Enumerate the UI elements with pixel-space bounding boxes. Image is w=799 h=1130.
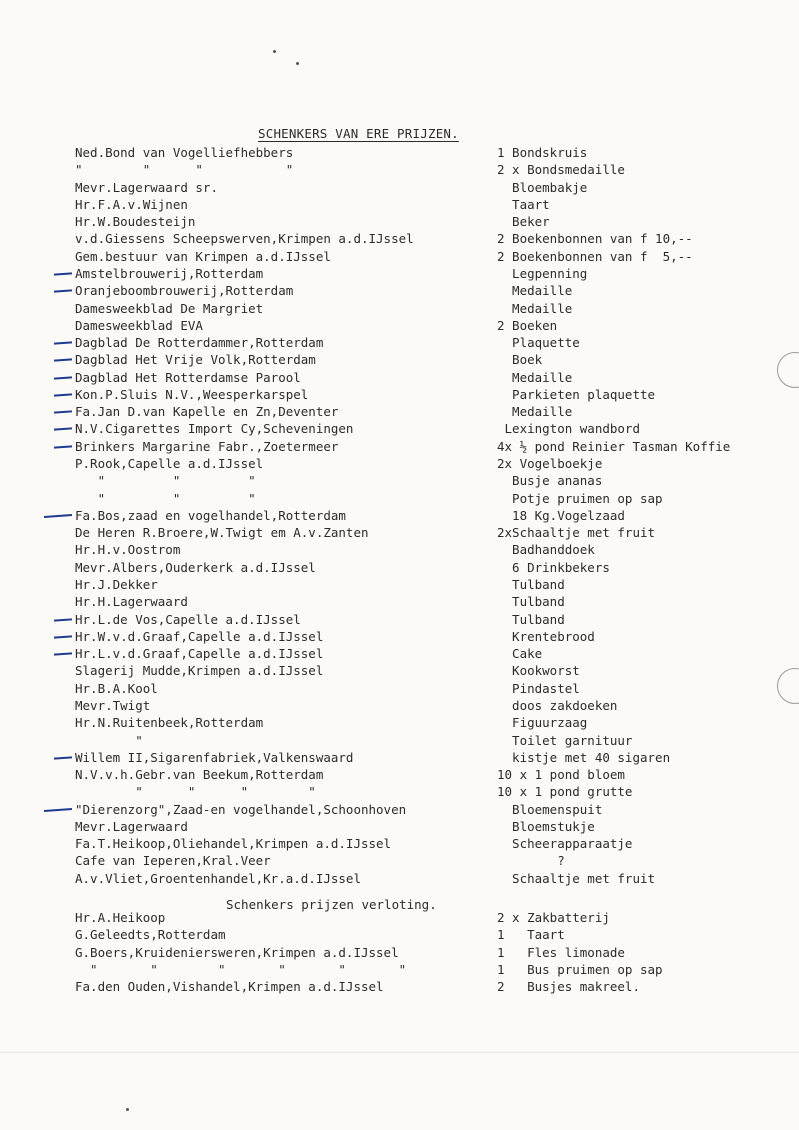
- donor-name: Oranjeboombrouwerij,Rotterdam: [75, 283, 294, 299]
- prize-description: Scheerapparaatje: [497, 836, 633, 852]
- donor-name: G.Geleedts,Rotterdam: [75, 927, 226, 943]
- prize-description: Cake: [497, 646, 543, 662]
- prize-description: 2xSchaaltje met fruit: [497, 525, 656, 541]
- pen-check-mark: [54, 411, 72, 414]
- prize-description: 18 Kg.Vogelzaad: [497, 507, 625, 523]
- prize-description: Beker: [497, 214, 550, 230]
- donor-name: Fa.T.Heikoop,Oliehandel,Krimpen a.d.IJssel: [75, 836, 392, 852]
- prize-description: 2 Boekenbonnen van f 5,--: [497, 248, 693, 264]
- prize-description: ?: [497, 853, 565, 869]
- prize-description: Badhanddoek: [497, 542, 595, 558]
- prize-description: 6 Drinkbekers: [497, 559, 610, 575]
- prize-description: 2 Boeken: [497, 317, 558, 333]
- list-item: [0, 144, 799, 161]
- list-item: [0, 507, 799, 524]
- donor-name: Willem II,Sigarenfabriek,Valkenswaard: [75, 749, 354, 765]
- donor-name: v.d.Giessens Scheepswerven,Krimpen a.d.IJssel: [75, 231, 414, 247]
- page-title: SCHENKERS VAN ERE PRIJZEN.: [258, 126, 459, 141]
- donor-name: Hr.A.Heikoop: [75, 910, 166, 925]
- list-item: [0, 732, 799, 749]
- list-item: [0, 196, 799, 213]
- donor-name: P.Rook,Capelle a.d.IJssel: [75, 456, 264, 472]
- donor-name: N.V.Cigarettes Import Cy,Scheveningen: [75, 421, 354, 437]
- prize-description: Figuurzaag: [497, 715, 588, 731]
- list-item: [0, 179, 799, 196]
- list-item: [0, 749, 799, 766]
- donor-name: Hr.W.Boudesteijn: [75, 214, 196, 230]
- pen-check-mark: [54, 393, 72, 396]
- list-item: [0, 611, 799, 628]
- list-item: [0, 978, 799, 995]
- donor-name: Dagblad De Rotterdammer,Rotterdam: [75, 335, 324, 351]
- pen-check-mark: [54, 376, 72, 379]
- list-item: [0, 490, 799, 507]
- list-item: [0, 248, 799, 265]
- prize-description: Medaille: [497, 283, 573, 299]
- list-item: [0, 576, 799, 593]
- pen-check-mark: [54, 652, 72, 655]
- prize-description: 2 Boekenbonnen van f 10,--: [497, 231, 693, 247]
- donor-name: Mevr.Lagerwaard: [75, 818, 188, 834]
- donor-name: Hr.F.A.v.Wijnen: [75, 196, 188, 212]
- donor-name: Hr.L.v.d.Graaf,Capelle a.d.IJssel: [75, 646, 324, 662]
- prize-description: 2 Busjes makreel.: [497, 979, 640, 995]
- list-item: [0, 766, 799, 783]
- prize-description: Medaille: [497, 404, 573, 420]
- donor-name: Mevr.Albers,Ouderkerk a.d.IJssel: [75, 559, 316, 575]
- list-item: [0, 697, 799, 714]
- list-item: [0, 230, 799, 247]
- prize-description: 1 Fles limonade: [497, 944, 625, 960]
- prize-description: doos zakdoeken: [497, 697, 618, 713]
- donor-name: Fa.Jan D.van Kapelle en Zn,Deventer: [75, 404, 339, 420]
- pen-check-mark: [44, 514, 72, 518]
- prize-description: Legpenning: [497, 265, 588, 281]
- donor-name: Fa.Bos,zaad en vogelhandel,Rotterdam: [75, 507, 346, 523]
- donor-name: A.v.Vliet,Groentenhandel,Kr.a.d.IJssel: [75, 870, 361, 886]
- donor-name: "Dierenzorg",Zaad-en vogelhandel,Schoonhoven: [75, 801, 407, 817]
- prize-description: Toilet garnituur: [497, 732, 633, 748]
- donor-name: Hr.J.Dekker: [75, 577, 158, 592]
- donor-name: Hr.N.Ruitenbeek,Rotterdam: [75, 715, 264, 731]
- prize-description: 1 Taart: [497, 927, 565, 943]
- list-item: [0, 801, 799, 818]
- list-item: [0, 265, 799, 282]
- pen-check-mark: [54, 341, 72, 344]
- donor-name: Ned.Bond van Vogelliefhebbers: [75, 145, 294, 160]
- donor-name: De Heren R.Broere,W.Twigt em A.v.Zanten: [75, 525, 369, 541]
- list-item: [0, 944, 799, 961]
- prize-description: Pindastel: [497, 680, 580, 696]
- prize-description: 2 x Zakbatterij: [497, 910, 610, 925]
- donor-name: Fa.den Ouden,Vishandel,Krimpen a.d.IJssel: [75, 979, 384, 995]
- list-item: [0, 282, 799, 299]
- prize-description: 2 x Bondsmedaille: [497, 162, 625, 178]
- list-item: [0, 818, 799, 835]
- pen-check-mark: [54, 272, 72, 275]
- paper-speck: [126, 1108, 129, 1111]
- prize-description: Tulband: [497, 594, 565, 610]
- list-item: [0, 926, 799, 943]
- list-item: [0, 645, 799, 662]
- list-item: [0, 386, 799, 403]
- prize-description: Kookworst: [497, 663, 580, 679]
- donor-name: Hr.B.A.Kool: [75, 680, 158, 696]
- list-item: [0, 783, 799, 800]
- pen-check-mark: [54, 635, 72, 638]
- prize-description: Medaille: [497, 369, 573, 385]
- list-item: [0, 909, 799, 926]
- list-item: [0, 714, 799, 731]
- prize-description: Parkieten plaquette: [497, 386, 656, 402]
- prize-description: 1 Bondskruis: [497, 145, 588, 160]
- donor-name: Mevr.Twigt: [75, 697, 151, 713]
- list-item: [0, 628, 799, 645]
- donor-name: ": [75, 732, 143, 748]
- list-item: [0, 961, 799, 978]
- donor-name: " " ": [75, 490, 256, 506]
- pen-check-mark: [54, 618, 72, 621]
- prize-description: 10 x 1 pond bloem: [497, 767, 625, 783]
- list-item: [0, 870, 799, 887]
- list-item: [0, 524, 799, 541]
- prize-description: Bloemstukje: [497, 818, 595, 834]
- prize-description: 1 Bus pruimen op sap: [497, 961, 663, 977]
- donor-name: Dagblad Het Rotterdamse Parool: [75, 369, 301, 385]
- donor-name: " " " ": [75, 162, 294, 178]
- list-item: [0, 300, 799, 317]
- donor-name: " " " ": [75, 784, 316, 800]
- pen-check-mark: [54, 756, 72, 759]
- list-item: [0, 438, 799, 455]
- list-item: [0, 351, 799, 368]
- list-item: [0, 835, 799, 852]
- donor-name: Hr.W.v.d.Graaf,Capelle a.d.IJssel: [75, 628, 324, 644]
- donor-name: Dagblad Het Vrije Volk,Rotterdam: [75, 352, 316, 368]
- donor-name: " " " " " ": [75, 961, 407, 977]
- list-item: [0, 455, 799, 472]
- list-item: [0, 662, 799, 679]
- donor-name: Hr.L.de Vos,Capelle a.d.IJssel: [75, 611, 301, 627]
- donor-name: " " ": [75, 473, 256, 489]
- list-item: [0, 852, 799, 869]
- list-item: [0, 213, 799, 230]
- prize-description: Boek: [497, 352, 543, 368]
- list-item: [0, 369, 799, 386]
- prize-description: Potje pruimen op sap: [497, 490, 663, 506]
- donor-name: Amstelbrouwerij,Rotterdam: [75, 265, 264, 281]
- donor-name: Slagerij Mudde,Krimpen a.d.IJssel: [75, 663, 324, 679]
- list-item: [0, 420, 799, 437]
- prize-description: Schaaltje met fruit: [497, 870, 656, 886]
- pen-check-mark: [44, 808, 72, 812]
- list-item: [0, 680, 799, 697]
- list-item: [0, 334, 799, 351]
- paper-speck: [273, 50, 276, 53]
- donor-name: Damesweekblad EVA: [75, 317, 203, 333]
- donor-name: Cafe van Ieperen,Kral.Veer: [75, 853, 271, 869]
- list-item: [0, 472, 799, 489]
- prize-description: 10 x 1 pond grutte: [497, 784, 633, 800]
- prize-description: Lexington wandbord: [497, 421, 640, 437]
- prize-description: 2x Vogelboekje: [497, 456, 603, 472]
- prize-description: Busje ananas: [497, 473, 603, 489]
- pen-check-mark: [54, 428, 72, 431]
- donor-name: Damesweekblad De Margriet: [75, 300, 264, 316]
- prize-description: Bloembakje: [497, 179, 588, 195]
- prize-description: Bloemenspuit: [497, 801, 603, 817]
- donor-name: Brinkers Margarine Fabr.,Zoetermeer: [75, 438, 339, 454]
- donor-name: Gem.bestuur van Krimpen a.d.IJssel: [75, 248, 331, 264]
- paper-speck: [296, 62, 299, 65]
- pen-check-mark: [54, 290, 72, 293]
- donor-name: Hr.H.v.Oostrom: [75, 542, 181, 558]
- donor-name: Kon.P.Sluis N.V.,Weesperkarspel: [75, 386, 309, 402]
- prize-description: Krentebrood: [497, 628, 595, 644]
- page-edge-line: [0, 1052, 799, 1053]
- pen-check-mark: [54, 359, 72, 362]
- prize-description: Taart: [497, 196, 550, 212]
- list-item: [0, 559, 799, 576]
- donor-name: G.Boers,Kruideniersweren,Krimpen a.d.IJssel: [75, 944, 399, 960]
- pen-check-mark: [54, 445, 72, 448]
- donor-name: Mevr.Lagerwaard sr.: [75, 179, 218, 195]
- list-item: [0, 403, 799, 420]
- list-item: [0, 317, 799, 334]
- prize-description: kistje met 40 sigaren: [497, 749, 671, 765]
- lottery-section-title: Schenkers prijzen verloting.: [226, 897, 437, 912]
- prize-description: Tulband: [497, 577, 565, 592]
- prize-description: Tulband: [497, 611, 565, 627]
- donor-name: N.V.v.h.Gebr.van Beekum,Rotterdam: [75, 767, 324, 783]
- prize-description: Plaquette: [497, 335, 580, 351]
- prize-description: Medaille: [497, 300, 573, 316]
- list-item: [0, 593, 799, 610]
- donor-name: Hr.H.Lagerwaard: [75, 594, 188, 610]
- prize-description: 4x ½ pond Reinier Tasman Koffie: [497, 438, 731, 454]
- list-item: [0, 541, 799, 558]
- list-item: [0, 161, 799, 178]
